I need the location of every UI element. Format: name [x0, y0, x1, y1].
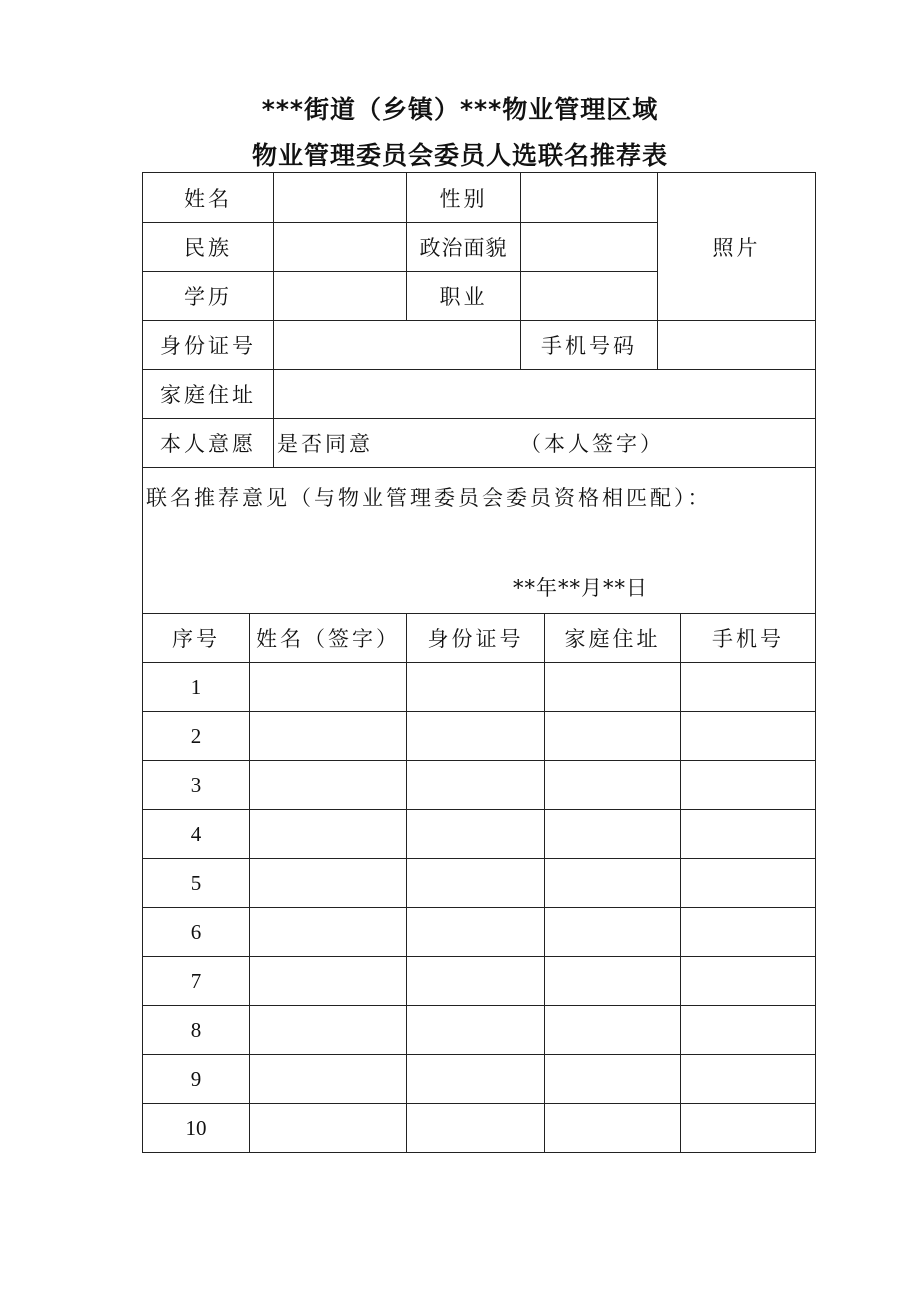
address-field[interactable] [544, 711, 681, 761]
signature-name-field[interactable] [249, 907, 407, 957]
signature-name-field[interactable] [249, 760, 407, 810]
id-number-field[interactable] [406, 809, 545, 859]
id-number-field[interactable] [406, 858, 545, 908]
phone-field[interactable] [680, 956, 816, 1006]
address-field[interactable] [544, 662, 681, 712]
phone-field[interactable] [680, 662, 816, 712]
name-field[interactable] [273, 172, 407, 223]
id-number-field[interactable] [273, 320, 521, 370]
address-field[interactable] [544, 1005, 681, 1055]
consent-label: 本人意愿 [142, 418, 274, 468]
signature-name-field[interactable] [249, 1005, 407, 1055]
signature-name-field[interactable] [249, 956, 407, 1006]
address-field[interactable] [544, 956, 681, 1006]
phone-field[interactable] [680, 1005, 816, 1055]
id-number-field[interactable] [406, 956, 545, 1006]
signature-name-field[interactable] [249, 809, 407, 859]
address-field[interactable] [544, 907, 681, 957]
opinion-date: **年**月**日 [513, 576, 648, 600]
phone-field[interactable] [680, 711, 816, 761]
ethnicity-field[interactable] [273, 222, 407, 272]
phone-field[interactable] [680, 1054, 816, 1104]
id-number-field[interactable] [406, 907, 545, 957]
recommendation-opinion-box[interactable] [142, 467, 816, 614]
row-index: 3 [142, 760, 250, 810]
header-index: 序号 [142, 613, 250, 663]
id-number-field[interactable] [406, 1054, 545, 1104]
address-field[interactable] [273, 369, 816, 419]
header-id-number: 身份证号 [406, 613, 545, 663]
id-number-field[interactable] [406, 760, 545, 810]
signature-name-field[interactable] [249, 662, 407, 712]
photo-label: 照片 [712, 235, 761, 260]
education-field[interactable] [273, 271, 407, 321]
id-number-field[interactable] [406, 662, 545, 712]
row-index: 10 [142, 1103, 250, 1153]
row-index: 5 [142, 858, 250, 908]
education-label: 学历 [142, 271, 274, 321]
name-label: 姓名 [142, 172, 274, 223]
header-address: 家庭住址 [544, 613, 681, 663]
address-field[interactable] [544, 1103, 681, 1153]
gender-field[interactable] [520, 172, 658, 223]
address-field[interactable] [544, 1054, 681, 1104]
row-index: 1 [142, 662, 250, 712]
row-index: 2 [142, 711, 250, 761]
ethnicity-label: 民族 [142, 222, 274, 272]
form-title-line2: 物业管理委员会委员人选联名推荐表 [251, 141, 668, 170]
phone-label: 手机号码 [520, 320, 658, 370]
id-number-field[interactable] [406, 1005, 545, 1055]
phone-field[interactable] [680, 858, 816, 908]
header-signature-name: 姓名（签字） [249, 613, 407, 663]
consent-question: 是否同意 [277, 432, 373, 456]
gender-label: 性别 [406, 172, 521, 223]
occupation-label: 职业 [406, 271, 521, 321]
form-title-line1: ***街道（乡镇）***物业管理区域 [261, 95, 659, 124]
row-index: 6 [142, 907, 250, 957]
phone-field[interactable] [680, 760, 816, 810]
political-label: 政治面貌 [406, 222, 521, 272]
address-label: 家庭住址 [142, 369, 274, 419]
address-field[interactable] [544, 858, 681, 908]
row-index: 7 [142, 956, 250, 1006]
photo-box[interactable] [657, 172, 816, 321]
phone-field[interactable] [657, 320, 816, 370]
row-index: 4 [142, 809, 250, 859]
address-field[interactable] [544, 760, 681, 810]
phone-field[interactable] [680, 907, 816, 957]
header-phone: 手机号 [680, 613, 816, 663]
political-field[interactable] [520, 222, 658, 272]
id-number-field[interactable] [406, 1103, 545, 1153]
phone-field[interactable] [680, 809, 816, 859]
signature-name-field[interactable] [249, 711, 407, 761]
consent-signature-note: （本人签字） [520, 432, 664, 456]
occupation-field[interactable] [520, 271, 658, 321]
consent-field[interactable] [273, 418, 816, 468]
signature-name-field[interactable] [249, 1103, 407, 1153]
id-number-label: 身份证号 [142, 320, 274, 370]
row-index: 9 [142, 1054, 250, 1104]
row-index: 8 [142, 1005, 250, 1055]
phone-field[interactable] [680, 1103, 816, 1153]
address-field[interactable] [544, 809, 681, 859]
signature-name-field[interactable] [249, 1054, 407, 1104]
signature-name-field[interactable] [249, 858, 407, 908]
opinion-label: 联名推荐意见（与物业管理委员会委员资格相匹配）： [146, 486, 712, 510]
id-number-field[interactable] [406, 711, 545, 761]
